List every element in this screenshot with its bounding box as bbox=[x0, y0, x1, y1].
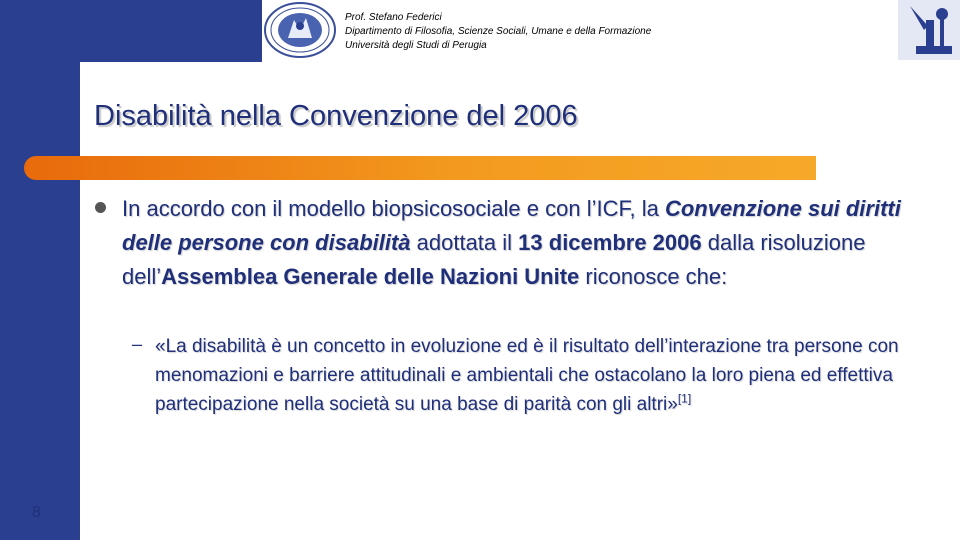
main-bullet-text bbox=[122, 192, 942, 294]
bullet-text-1: In accordo con il modello biopsicosociale e con l’ICF, la bbox=[122, 196, 665, 221]
bullet-dot bbox=[95, 202, 106, 213]
content-panel bbox=[80, 62, 960, 540]
slide-title: Disabilità nella Convenzione del 2006 bbox=[94, 100, 578, 132]
convention-name: Convenzione sui diritti delle persone con disabilità bbox=[122, 196, 901, 255]
sub-bullet-dash: – bbox=[132, 334, 143, 354]
bullet-text-3: dalla risoluzione dell’ bbox=[122, 230, 866, 289]
header-text bbox=[345, 11, 651, 53]
footnote-ref[interactable]: [1] bbox=[677, 391, 692, 406]
university-seal-icon bbox=[264, 2, 336, 58]
department-logo-icon bbox=[898, 0, 960, 60]
bullet-text-4: riconosce che: bbox=[579, 264, 728, 289]
un-general-assembly: Assemblea Generale delle Nazioni Unite bbox=[161, 264, 580, 289]
disability-definition-quote: «La disabilità è un concetto in evoluzione ed è il risultato dell’interazione tra persone con menomazioni e barriere attitudinali e ambientali che ostacolano la loro piena ed effettiva partecipazione nella società su una base di parità con gli altri» bbox=[155, 336, 899, 415]
left-frame-bar bbox=[0, 0, 80, 540]
header-university: Università degli Studi di Perugia bbox=[345, 40, 487, 51]
header-author: Prof. Stefano Federici bbox=[345, 12, 442, 23]
page-number: 8 bbox=[32, 504, 41, 521]
bullet-text-2: adottata il bbox=[410, 230, 519, 255]
header-department: Dipartimento di Filosofia, Scienze Sociali, Umane e della Formazione bbox=[345, 26, 652, 37]
adoption-date: 13 dicembre 2006 bbox=[518, 230, 702, 255]
sub-bullet-text bbox=[155, 332, 945, 419]
title-underline-bar bbox=[24, 156, 816, 180]
